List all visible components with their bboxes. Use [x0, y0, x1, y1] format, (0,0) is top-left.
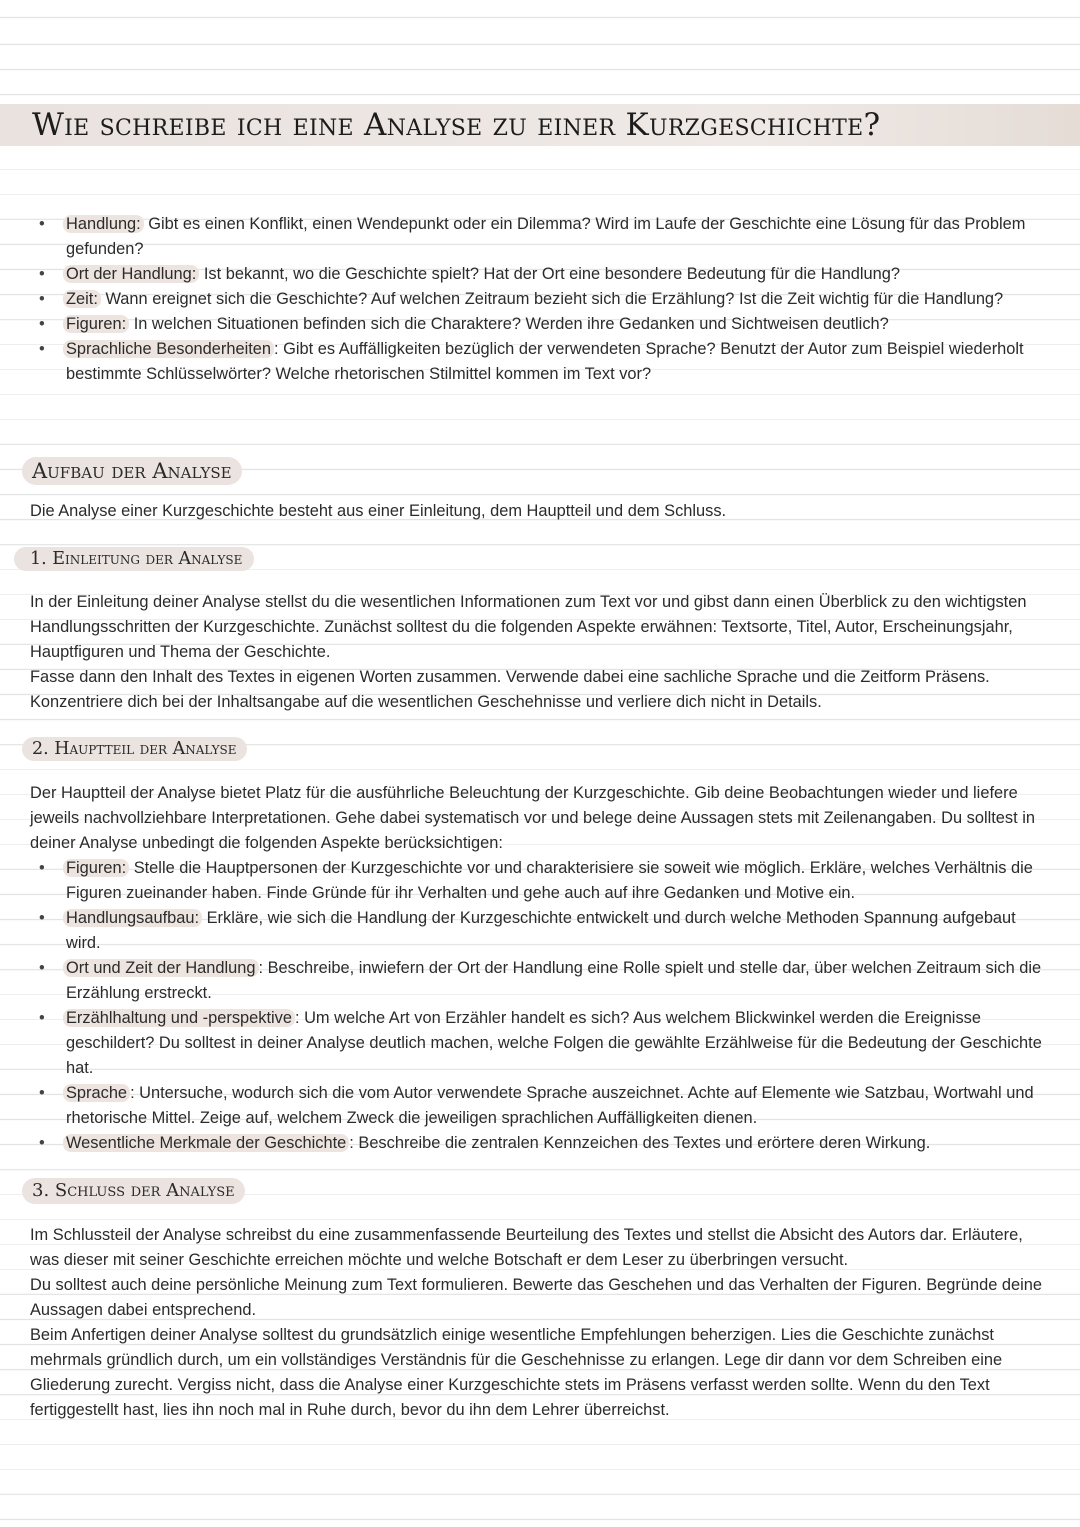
- list-item-text: : Um welche Art von Erzähler handelt es sich? Aus welchem Blickwinkel werden die Ereignisse geschildert? Du solltest in deiner Analyse deutlich machen, welche Folgen die gewählte Erzählweise für die Bedeutung der Geschichte hat.: [66, 1009, 1042, 1077]
- list-item-text: Wann ereignet sich die Geschichte? Auf welchen Zeitraum bezieht sich die Erzählung? Ist die Zeit wichtig für die Handlung?: [100, 290, 1004, 308]
- list-item-term: Zeit:: [63, 290, 101, 308]
- list-item: [30, 262, 1050, 287]
- aufbau-text: [30, 499, 1050, 524]
- list-item: [30, 312, 1050, 337]
- list-item-term: Handlung:: [63, 215, 144, 233]
- page-title: Wie schreibe ich eine Analyse zu einer Kurzgeschichte?: [0, 104, 1080, 146]
- list-item-text: Gibt es einen Konflikt, einen Wendepunkt oder ein Dilemma? Wird im Laufe der Geschichte eine Lösung für das Problem gefunden?: [66, 215, 1026, 258]
- list-item: [30, 906, 1050, 956]
- list-item: [30, 1081, 1050, 1131]
- schluss-text: [30, 1223, 1050, 1423]
- list-item-term: Wesentliche Merkmale der Geschichte: [63, 1134, 349, 1152]
- list-item: [30, 856, 1050, 906]
- list-item-text: : Beschreibe die zentralen Kennzeichen des Textes und erörtere deren Wirkung.: [349, 1134, 931, 1152]
- intro-section: [30, 212, 1050, 387]
- list-item-text: In welchen Situationen befinden sich die Charaktere? Werden ihre Gedanken und Sichtweisen deutlich?: [129, 315, 889, 333]
- list-item-term: Erzählhaltung und -perspektive: [63, 1009, 295, 1027]
- list-item: [30, 1131, 1050, 1156]
- list-item: [30, 956, 1050, 1006]
- list-item-text: Ist bekannt, wo die Geschichte spielt? Hat der Ort eine besondere Bedeutung für die Handlung?: [199, 265, 900, 283]
- section-heading-einleitung: 1. Einleitung der Analyse: [14, 547, 254, 571]
- list-item-text: : Gibt es Auffälligkeiten bezüglich der verwendeten Sprache? Benutzt der Autor zum Beispiel wiederholt bestimmte Schlüsselwörter? Welche rhetorischen Stilmittel kommen im Text vor?: [66, 340, 1024, 383]
- list-item-text: Erkläre, wie sich die Handlung der Kurzgeschichte entwickelt und durch welche Methoden Spannung aufgebaut wird.: [66, 909, 1016, 952]
- einleitung-text: [30, 590, 1050, 715]
- paragraph: Du solltest auch deine persönliche Meinung zum Text formulieren. Bewerte das Geschehen und das Verhalten der Figuren. Begründe deine Aussagen dabei entsprechend.: [30, 1276, 1042, 1319]
- list-item-text: : Beschreibe, inwiefern der Ort der Handlung eine Rolle spielt und stelle dar, über welchen Zeitraum sich die Erzählung erstreckt.: [66, 959, 1042, 1002]
- list-item-term: Ort und Zeit der Handlung: [63, 959, 259, 977]
- list-item: [30, 287, 1050, 312]
- list-item-term: Sprachliche Besonderheiten: [63, 340, 274, 358]
- paragraph: In der Einleitung deiner Analyse stellst du die wesentlichen Informationen zum Text vor und gibst dann einen Überblick zu den wichtigsten Handlungsschritten der Kurzgeschichte. Zunächst solltest du die folgenden Aspekte erwähnen: Textsorte, Titel, Autor, Erscheinungsjahr, Hauptfiguren und Thema der Geschichte.: [30, 593, 1027, 661]
- list-item-term: Handlungsaufbau:: [63, 909, 202, 927]
- list-item-text: : Untersuche, wodurch sich die vom Autor verwendete Sprache auszeichnet. Achte auf Elemente wie Satzbau, Wortwahl und rhetorische Mittel. Zeige auf, welchem Zweck die jeweiligen sprachlichen Auffälligkeiten dienen.: [66, 1084, 1034, 1127]
- paragraph: Im Schlussteil der Analyse schreibst du eine zusammenfassende Beurteilung des Textes und stellst die Absicht des Autors dar. Erläutere, was dieser mit seiner Geschichte erreichen möchte und welche Botschaft er dem Leser zu überbringen versucht.: [30, 1226, 1023, 1269]
- list-item: [30, 212, 1050, 262]
- list-item-term: Figuren:: [63, 859, 129, 877]
- list-item-text: Stelle die Hauptpersonen der Kurzgeschichte vor und charakterisiere sie soweit wie möglich. Erkläre, welches Verhältnis die Figuren zueinander haben. Finde Gründe für ihr Verhalten und gehe auch auf ihre Gedanken und Motive ein.: [66, 859, 1033, 902]
- paragraph: Fasse dann den Inhalt des Textes in eigenen Worten zusammen. Verwende dabei eine sachliche Sprache und die Zeitform Präsens. Konzentriere dich bei der Inhaltsangabe auf die wesentlichen Geschehnisse und verliere dich nicht in Details.: [30, 668, 990, 711]
- section-heading-hauptteil: 2. Hauptteil der Analyse: [22, 737, 247, 761]
- list-item-term: Ort der Handlung:: [63, 265, 199, 283]
- list-item-term: Figuren:: [63, 315, 129, 333]
- list-item: [30, 1006, 1050, 1081]
- hauptteil-list: [30, 856, 1050, 1156]
- intro-list: [30, 212, 1050, 387]
- paragraph: Der Hauptteil der Analyse bietet Platz für die ausführliche Beleuchtung der Kurzgeschichte. Gib deine Beobachtungen wieder und liefere jeweils nachvollziehbare Interpretationen. Gehe dabei systematisch vor und belege deine Aussagen stets mit Zeilenangaben. Du solltest in deiner Analyse unbedingt die folgenden Aspekte berücksichtigen:: [30, 784, 1035, 852]
- hauptteil-text: [30, 781, 1050, 1156]
- list-item-term: Sprache: [63, 1084, 130, 1102]
- paragraph: Die Analyse einer Kurzgeschichte besteht aus einer Einleitung, dem Hauptteil und dem Schluss.: [30, 502, 727, 520]
- paragraph: Beim Anfertigen deiner Analyse solltest du grundsätzlich einige wesentliche Empfehlungen beherzigen. Lies die Geschichte zunächst mehrmals gründlich durch, um ein vollständiges Verständnis für die Geschehnisse zu erlangen. Lege dir dann vor dem Schreiben eine Gliederung zurecht. Vergiss nicht, dass die Analyse einer Kurzgeschichte stets im Präsens verfasst werden sollte. Wenn du den Text fertiggestellt hast, lies ihn noch mal in Ruhe durch, bevor du ihn dem Lehrer überreichst.: [30, 1326, 1003, 1419]
- section-heading-aufbau: Aufbau der Analyse: [22, 457, 242, 485]
- list-item: [30, 337, 1050, 387]
- section-heading-schluss: 3. Schluss der Analyse: [22, 1178, 245, 1204]
